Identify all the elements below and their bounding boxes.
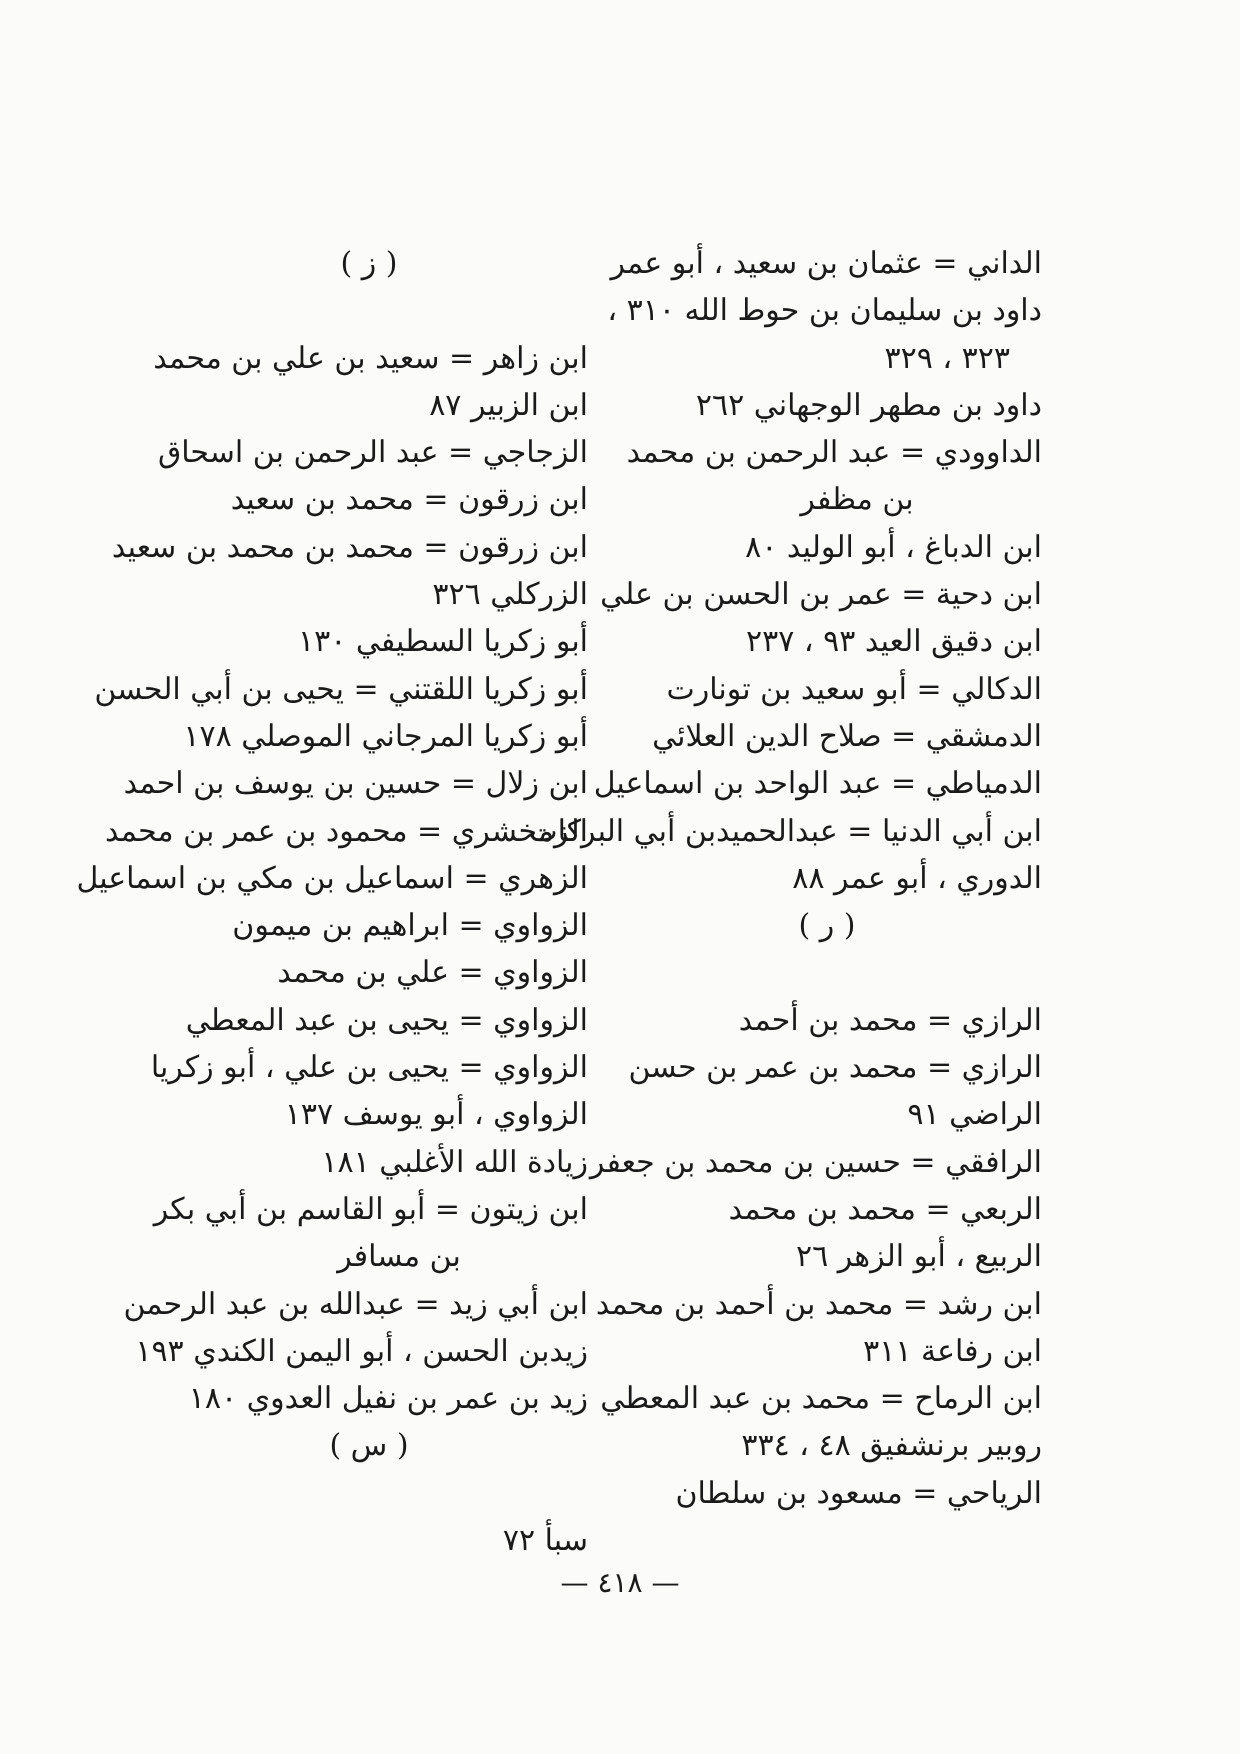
- index-entry: الدمياطي = عبد الواحد بن اسماعيل: [593, 766, 1042, 802]
- index-entry: أبو زكريا اللقتني = يحيى بن أبي الحسن: [94, 671, 588, 707]
- index-entry: ابن زيتون = أبو القاسم بن أبي بكر: [153, 1191, 588, 1227]
- index-entry: الرياحي = مسعود بن سلطان: [675, 1475, 1042, 1511]
- index-entry: ابن دحية = عمر بن الحسن بن علي: [600, 577, 1042, 613]
- section-letter-heading: ( ر ): [798, 908, 856, 944]
- index-entry: ابن زرقون = محمد بن محمد بن سعيد: [111, 529, 588, 565]
- index-entry-continuation: ٣٢٣ ، ٣٢٩: [884, 340, 1010, 376]
- index-entry: ابن الدباغ ، أبو الوليد ٨٠: [745, 529, 1042, 565]
- index-entry: روبير برنشفيق ٤٨ ، ٣٣٤: [741, 1428, 1042, 1464]
- left-column: [76, 240, 588, 1564]
- index-entry: الرازي = محمد بن أحمد: [738, 1002, 1042, 1038]
- index-entry: ابن أبي الدنيا = عبدالحميدبن أبي البركات: [529, 813, 1042, 849]
- index-entry: ابن رشد = محمد بن أحمد بن محمد: [595, 1286, 1042, 1322]
- index-entry: الربعي = محمد بن محمد: [728, 1191, 1042, 1227]
- index-entry: الزمخشري = محمود بن عمر بن محمد: [105, 813, 588, 849]
- index-entry: زيدبن الحسن ، أبو اليمن الكندي ١٩٣: [135, 1333, 588, 1369]
- index-entry: ابن الرماح = محمد بن عبد المعطي: [600, 1381, 1042, 1417]
- page-number: — ٤١٨ —: [560, 1566, 680, 1599]
- index-entry: داود بن مطهر الوجهاني ٢٦٢: [695, 387, 1042, 423]
- index-entry: الربيع ، أبو الزهر ٢٦: [795, 1239, 1042, 1275]
- index-entry: الدوري ، أبو عمر ٨٨: [792, 860, 1042, 896]
- index-entry: سبأ ٧٢: [502, 1523, 588, 1559]
- index-entry-continuation: بن مظفر: [800, 482, 914, 518]
- index-entry-continuation: بن مسافر: [337, 1239, 461, 1275]
- index-entry: ابن دقيق العيد ٩٣ ، ٢٣٧: [746, 624, 1042, 660]
- index-entry: داود بن سليمان بن حوط الله ٣١٠ ،: [607, 293, 1042, 329]
- index-entry: الداوودي = عبد الرحمن بن محمد: [626, 435, 1042, 471]
- index-entry: الدمشقي = صلاح الدين العلائي: [652, 718, 1042, 754]
- index-entry: الزواوي = ابراهيم بن ميمون: [232, 908, 588, 944]
- index-entry: الرازي = محمد بن عمر بن حسن: [628, 1050, 1042, 1086]
- index-entry: زيد بن عمر بن نفيل العدوي ١٨٠: [188, 1381, 588, 1417]
- index-entry: أبو زكريا السطيفي ١٣٠: [297, 624, 588, 660]
- index-entry: ابن زاهر = سعيد بن علي بن محمد: [153, 340, 588, 376]
- index-entry: ابن زرقون = محمد بن سعيد: [230, 482, 588, 518]
- index-entry: الزواوي = يحيى بن علي ، أبو زكريا: [150, 1050, 588, 1086]
- index-entry: الزركلي ٣٢٦: [432, 577, 588, 613]
- index-entry: الزجاجي = عبد الرحمن بن اسحاق: [158, 435, 588, 471]
- index-entry: الزواوي = يحيى بن عبد المعطي: [185, 1002, 588, 1038]
- index-entry: الزواوي = علي بن محمد: [277, 955, 588, 991]
- index-entry: الداني = عثمان بن سعيد ، أبو عمر: [610, 246, 1042, 281]
- index-entry: ابن رفاعة ٣١١: [863, 1333, 1042, 1369]
- index-entry: الرافقي = حسين بن محمد بن جعفر: [589, 1144, 1042, 1180]
- index-entry: ابن زلال = حسين بن يوسف بن احمد: [123, 766, 588, 802]
- index-entry: الدكالي = أبو سعيد بن تونارت: [666, 671, 1042, 707]
- right-column: [529, 240, 1042, 1517]
- index-entry: الزواوي ، أبو يوسف ١٣٧: [284, 1097, 588, 1133]
- index-entry: أبو زكريا المرجاني الموصلي ١٧٨: [183, 718, 588, 754]
- section-letter-heading: ( س ): [329, 1428, 409, 1464]
- index-entry: ابن أبي زيد = عبدالله بن عبد الرحمن: [123, 1286, 588, 1322]
- index-entry: الزهري = اسماعيل بن مكي بن اسماعيل: [76, 860, 588, 896]
- index-entry: الراضي ٩١: [907, 1097, 1042, 1133]
- section-letter-heading: ( ز ): [340, 246, 398, 281]
- index-entry: ابن الزبير ٨٧: [429, 387, 588, 423]
- index-entry: زيادة الله الأغلبي ١٨١: [321, 1144, 588, 1180]
